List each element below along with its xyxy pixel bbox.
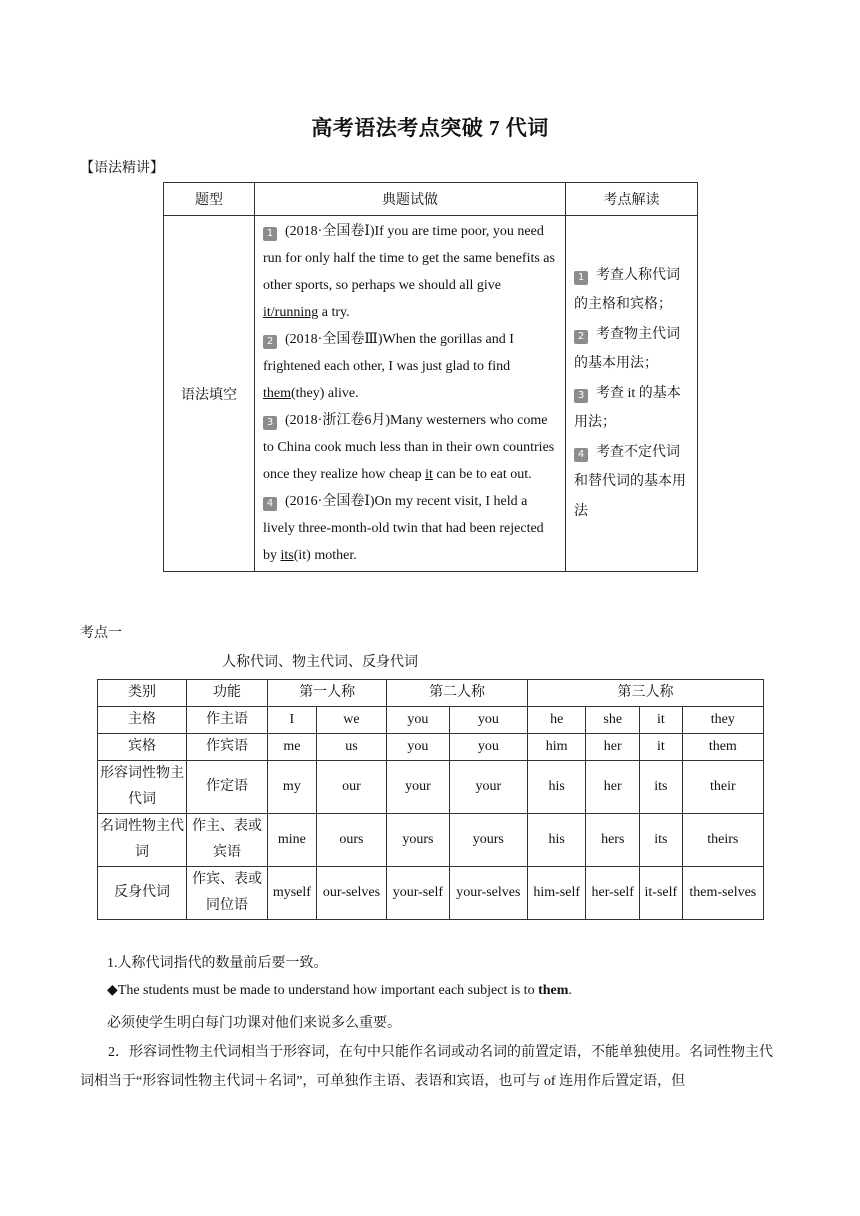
table-cell: us [316, 734, 386, 761]
answer-text: its [280, 548, 294, 563]
answer-text: it [425, 467, 433, 482]
table-cell: our-selves [316, 867, 386, 920]
header-first-person: 第一人称 [268, 680, 387, 707]
row-category: 主格 [98, 707, 187, 734]
rule-2: 2．形容词性物主代词相当于形容词，在句中只能作名词或动名词的前置定语，不能单独使用。名词性物主代词相当于“形容词性物主代词＋名词”，可单独作主语、表语和宾语，也可与 of 连用作后置定语，但 [80, 1045, 773, 1089]
table-cell: they [682, 707, 763, 734]
translation: 必须使学生明白每门功课对他们来说多么重要。 [107, 1016, 401, 1031]
example-text: (2018·浙江卷6月)Many westerners who come to China cook much less than in their own countries once they realize how cheap [263, 413, 555, 482]
table-row [98, 707, 764, 734]
note-text: 考查人称代词的主格和宾格； [574, 267, 680, 313]
section-label: 【语法精讲】 [80, 161, 164, 176]
table-cell: his [527, 761, 585, 814]
pronoun-table [97, 679, 764, 920]
table-cell: me [268, 734, 317, 761]
table-row [98, 761, 764, 814]
table-cell: it-self [640, 867, 683, 920]
table-cell: him [527, 734, 585, 761]
table-cell: it [640, 734, 683, 761]
example-item [263, 488, 557, 569]
note-text: 考查 it 的基本用法； [574, 385, 681, 431]
number-badge-icon: 2 [263, 335, 277, 349]
question-type: 语法填空 [164, 216, 255, 572]
table-cell: hers [586, 814, 640, 867]
answer-text: them [263, 386, 291, 401]
table-cell: we [316, 707, 386, 734]
table-cell: yours [387, 814, 450, 867]
table-row [98, 867, 764, 920]
header-category: 类别 [98, 680, 187, 707]
section-heading: 考点一 [80, 626, 122, 641]
header-notes: 考点解读 [566, 183, 698, 216]
table-cell: them-selves [682, 867, 763, 920]
table-cell: you [449, 707, 527, 734]
sentence-text: ◆The students must be made to understand how important each subject is to [107, 983, 539, 998]
sentence-text: . [568, 983, 572, 998]
row-category: 宾格 [98, 734, 187, 761]
example-item [263, 218, 557, 326]
page-title: 高考语法考点突破 7 代词 [311, 116, 549, 140]
table-caption: 人称代词、物主代词、反身代词 [222, 655, 418, 670]
table-cell: him-self [527, 867, 585, 920]
table-cell: he [527, 707, 585, 734]
rule-1: 1.人称代词指代的数量前后要一致。 [107, 956, 328, 971]
number-badge-icon: 2 [574, 330, 588, 344]
number-badge-icon: 3 [263, 416, 277, 430]
row-category: 名词性物主代词 [98, 814, 187, 867]
example-text: (2016·全国卷Ⅰ)On my recent visit, I held a lively three-month-old twin that had been rejected by [263, 494, 544, 563]
table-cell: you [387, 707, 450, 734]
table-cell: my [268, 761, 317, 814]
number-badge-icon: 1 [574, 271, 588, 285]
table-row [98, 814, 764, 867]
table-cell: its [640, 814, 683, 867]
table-cell: yours [449, 814, 527, 867]
table-cell: your [449, 761, 527, 814]
table-cell: our [316, 761, 386, 814]
example-item [263, 326, 557, 407]
answer-text: it/running [263, 305, 319, 320]
table-cell: myself [268, 867, 317, 920]
note-text: 考查物主代词的基本用法； [574, 326, 680, 372]
note-item [574, 261, 689, 320]
table-cell: her [586, 761, 640, 814]
example-text: a try. [318, 305, 350, 320]
example-sentence [107, 982, 572, 999]
table-cell: your-selves [449, 867, 527, 920]
row-category: 形容词性物主代词 [98, 761, 187, 814]
table-cell: their [682, 761, 763, 814]
table-cell: you [387, 734, 450, 761]
row-category: 反身代词 [98, 867, 187, 920]
note-item [574, 379, 689, 438]
header-second-person: 第二人称 [387, 680, 528, 707]
example-text: (it) mother. [293, 548, 357, 563]
table-cell: his [527, 814, 585, 867]
row-function: 作定语 [187, 761, 268, 814]
number-badge-icon: 4 [263, 497, 277, 511]
table-header-row [98, 680, 764, 707]
table-cell: her [586, 734, 640, 761]
exercise-table [163, 182, 698, 572]
row-function: 作主、表或宾语 [187, 814, 268, 867]
table-cell: I [268, 707, 317, 734]
table-cell: mine [268, 814, 317, 867]
note-text: 考查不定代词和替代词的基本用法 [574, 444, 686, 519]
row-function: 作主语 [187, 707, 268, 734]
example-text: (2018·全国卷Ⅰ)If you are time poor, you need run for only half the time to get the same benefits as other sports, so perhaps we should all give [263, 224, 555, 293]
header-third-person: 第三人称 [527, 680, 763, 707]
notes-cell [566, 216, 698, 572]
header-type: 题型 [164, 183, 255, 216]
note-item [574, 438, 689, 527]
row-function: 作宾语 [187, 734, 268, 761]
table-cell: your-self [387, 867, 450, 920]
emphasis-text: them [538, 983, 569, 998]
examples-cell [255, 216, 566, 572]
table-cell: its [640, 761, 683, 814]
table-cell: you [449, 734, 527, 761]
row-function: 作宾、表或同位语 [187, 867, 268, 920]
example-text: (2018·全国卷Ⅲ)When the gorillas and I frightened each other, I was just glad to find [263, 332, 514, 374]
number-badge-icon: 4 [574, 448, 588, 462]
header-function: 功能 [187, 680, 268, 707]
note-item [574, 320, 689, 379]
table-cell: she [586, 707, 640, 734]
table-row [98, 734, 764, 761]
table-cell: them [682, 734, 763, 761]
number-badge-icon: 3 [574, 389, 588, 403]
example-text: (they) alive. [291, 386, 359, 401]
table-cell: her-self [586, 867, 640, 920]
table-cell: your [387, 761, 450, 814]
header-examples: 典题试做 [255, 183, 566, 216]
table-cell: it [640, 707, 683, 734]
table-cell: ours [316, 814, 386, 867]
example-item [263, 407, 557, 488]
table-row [164, 216, 698, 572]
number-badge-icon: 1 [263, 227, 277, 241]
table-cell: theirs [682, 814, 763, 867]
table-header-row [164, 183, 698, 216]
example-text: can be to eat out. [432, 467, 532, 482]
